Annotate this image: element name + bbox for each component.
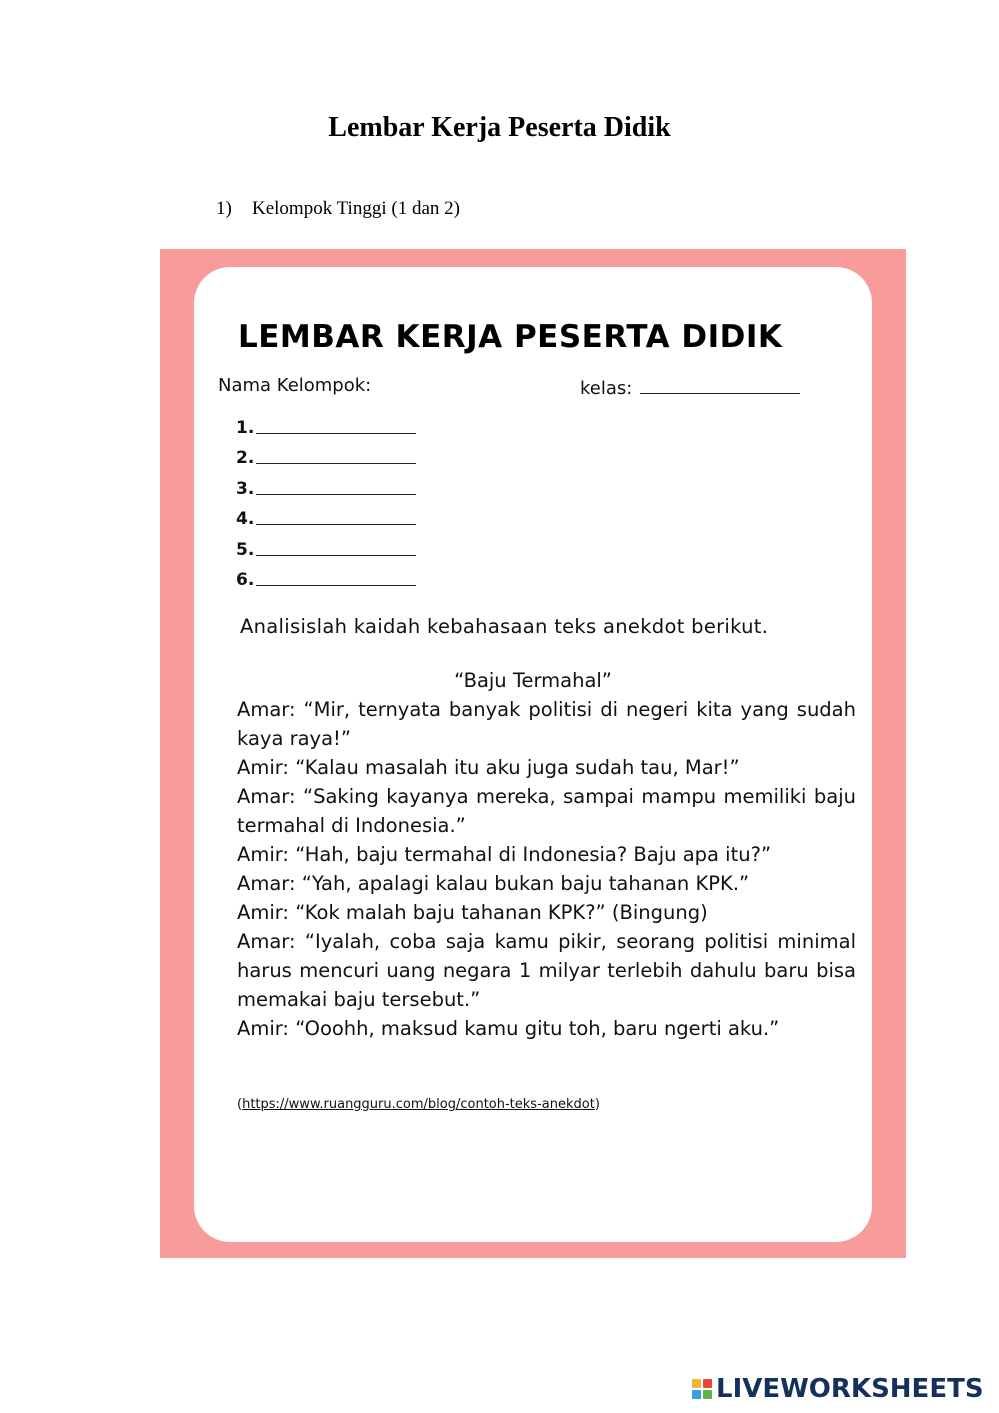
member-number: 5. bbox=[236, 539, 255, 560]
group-name-label: Nama Kelompok: bbox=[218, 375, 372, 396]
document-title: Lembar Kerja Peserta Didik bbox=[328, 112, 671, 143]
member-blank-line[interactable] bbox=[256, 555, 416, 556]
dialogue-line: Amir: “Kok malah baju tahanan KPK?” (Bingung) bbox=[237, 901, 708, 924]
dialogue-block bbox=[237, 695, 856, 1043]
logo-square-red bbox=[703, 1379, 712, 1388]
member-list bbox=[236, 407, 416, 590]
dialogue-line: Amar: “Mir, ternyata banyak politisi di negeri kita yang sudah kaya raya!” bbox=[237, 698, 856, 750]
instruction-text: Analisislah kaidah kebahasaan teks anekdot berikut. bbox=[240, 615, 769, 638]
member-blank-line[interactable] bbox=[256, 433, 416, 434]
class-label: kelas: bbox=[580, 378, 633, 399]
class-blank-line[interactable] bbox=[640, 375, 800, 394]
worksheet-card bbox=[194, 267, 872, 1242]
source-link[interactable]: https://www.ruangguru.com/blog/contoh-teks-anekdot bbox=[242, 1097, 595, 1112]
member-number: 6. bbox=[236, 570, 255, 590]
story-title: “Baju Termahal” bbox=[454, 669, 612, 692]
liveworksheets-brand[interactable] bbox=[692, 1374, 984, 1404]
member-blank-line[interactable] bbox=[256, 585, 416, 586]
class-field bbox=[580, 375, 800, 399]
member-number: 3. bbox=[236, 478, 255, 499]
brand-name: LIVEWORKSHEETS bbox=[716, 1374, 984, 1404]
logo-square-green bbox=[703, 1390, 712, 1399]
member-number: 2. bbox=[236, 448, 255, 468]
worksheet-frame bbox=[160, 249, 906, 1258]
dialogue-line: Amir: “Kalau masalah itu aku juga sudah tau, Mar!” bbox=[237, 756, 740, 779]
member-row bbox=[236, 468, 416, 499]
member-row bbox=[236, 529, 416, 560]
section-number: 1) bbox=[216, 198, 232, 219]
logo-square-blue bbox=[692, 1390, 701, 1399]
dialogue-line: Amir: “Hah, baju termahal di Indonesia? Baju apa itu?” bbox=[237, 843, 772, 866]
source-open-paren: ( bbox=[237, 1097, 243, 1112]
member-number: 1. bbox=[236, 417, 255, 438]
source-citation bbox=[237, 1097, 600, 1112]
section-heading bbox=[216, 198, 460, 220]
member-blank-line[interactable] bbox=[256, 463, 416, 464]
member-blank-line[interactable] bbox=[256, 494, 416, 495]
dialogue-line: Amar: “Saking kayanya mereka, sampai mampu memiliki baju termahal di Indonesia.” bbox=[237, 785, 856, 837]
member-blank-line[interactable] bbox=[256, 524, 416, 525]
section-label: Kelompok Tinggi (1 dan 2) bbox=[252, 198, 460, 219]
dialogue-line: Amar: “Iyalah, coba saja kamu pikir, seorang politisi minimal harus mencuri uang negara 1 milyar terlebih dahulu baru bisa memakai baju tersebut.” bbox=[237, 930, 856, 1011]
member-row bbox=[236, 499, 416, 530]
logo-square-yellow bbox=[692, 1379, 701, 1388]
member-row bbox=[236, 407, 416, 438]
member-number: 4. bbox=[236, 509, 255, 529]
member-row bbox=[236, 438, 416, 469]
source-close-paren: ) bbox=[594, 1097, 600, 1112]
dialogue-line: Amir: “Ooohh, maksud kamu gitu toh, baru ngerti aku.” bbox=[237, 1017, 780, 1040]
worksheet-title: LEMBAR KERJA PESERTA DIDIK bbox=[238, 319, 783, 355]
member-row bbox=[236, 560, 416, 591]
liveworksheets-logo-icon bbox=[692, 1379, 712, 1399]
dialogue-line: Amar: “Yah, apalagi kalau bukan baju tahanan KPK.” bbox=[237, 872, 750, 895]
